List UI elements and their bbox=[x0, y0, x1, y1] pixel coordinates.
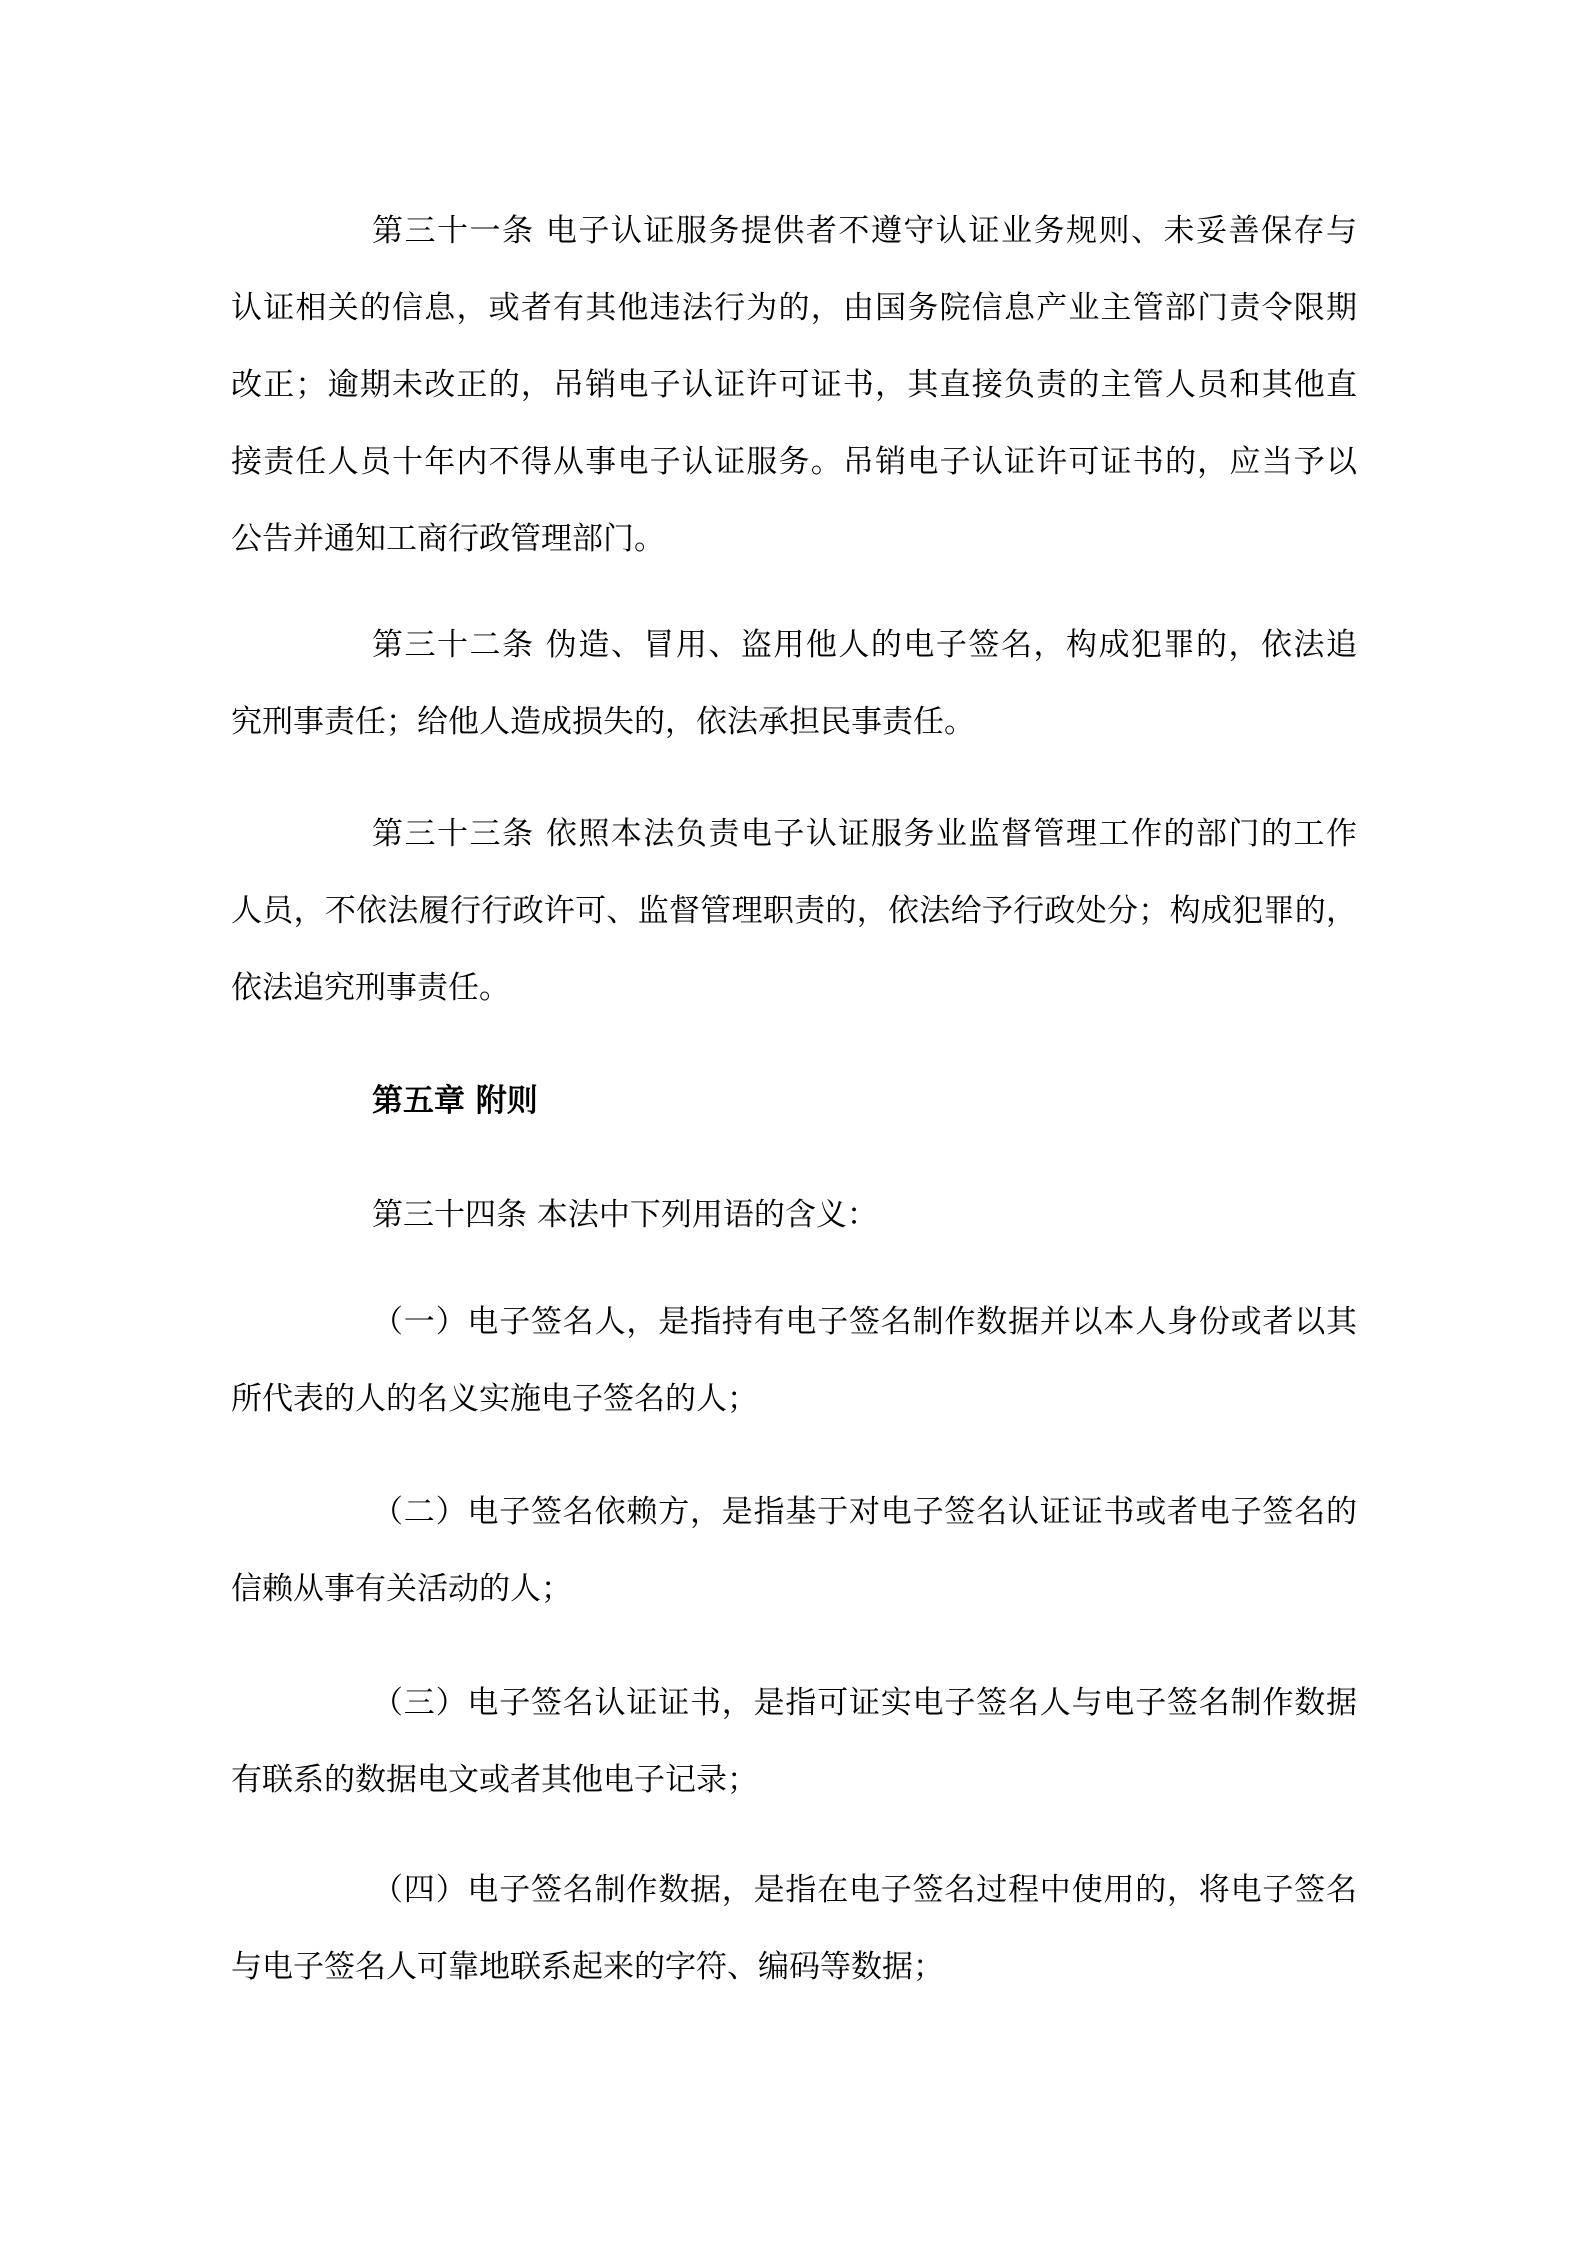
text-line: （二）电子签名依赖方，是指基于对电子签名认证证书或者电子签名的 bbox=[372, 1494, 1357, 1530]
text-line: 改正；逾期未改正的，吊销电子认证许可证书，其直接负责的主管人员和其他直 bbox=[231, 367, 1357, 403]
text-line: （三）电子签名认证证书，是指可证实电子签名人与电子签名制作数据 bbox=[372, 1685, 1357, 1721]
text-line: 接责任人员十年内不得从事电子认证服务。吊销电子认证许可证书的，应当予以 bbox=[231, 444, 1357, 480]
text-line: 人员，不依法履行行政许可、监督管理职责的，依法给予行政处分；构成犯罪的， bbox=[231, 893, 1357, 929]
text-line: 究刑事责任；给他人造成损失的，依法承担民事责任。 bbox=[231, 704, 975, 740]
paragraph-article-32 bbox=[231, 607, 1357, 761]
text-line: 第三十二条 伪造、冒用、盗用他人的电子签名，构成犯罪的，依法追 bbox=[372, 627, 1357, 663]
text-line: 认证相关的信息，或者有其他违法行为的，由国务院信息产业主管部门责令限期 bbox=[231, 290, 1357, 326]
text-line: 依法追究刑事责任。 bbox=[231, 970, 510, 1006]
text-line: 第五章 附则 bbox=[372, 1083, 538, 1119]
text-line: 信赖从事有关活动的人； bbox=[231, 1571, 572, 1607]
paragraph-definition-1 bbox=[231, 1284, 1357, 1438]
paragraph-article-34 bbox=[231, 1177, 1357, 1254]
text-line: 有联系的数据电文或者其他电子记录； bbox=[231, 1762, 758, 1798]
text-line: 所代表的人的名义实施电子签名的人； bbox=[231, 1381, 758, 1417]
paragraph-article-31 bbox=[231, 193, 1357, 578]
paragraph-definition-3 bbox=[231, 1665, 1357, 1819]
text-line: （四）电子签名制作数据，是指在电子签名过程中使用的，将电子签名 bbox=[372, 1872, 1357, 1908]
paragraph-definition-4 bbox=[231, 1852, 1357, 2006]
paragraph-definition-2 bbox=[231, 1474, 1357, 1628]
text-line: 第三十三条 依照本法负责电子认证服务业监督管理工作的部门的工作 bbox=[372, 816, 1357, 852]
text-line: 与电子签名人可靠地联系起来的字符、编码等数据； bbox=[231, 1949, 944, 1985]
paragraph-article-33 bbox=[231, 796, 1357, 1027]
text-line: （一）电子签名人，是指持有电子签名制作数据并以本人身份或者以其 bbox=[372, 1304, 1357, 1340]
chapter-heading bbox=[231, 1063, 1357, 1140]
text-line: 第三十一条 电子认证服务提供者不遵守认证业务规则、未妥善保存与 bbox=[372, 213, 1357, 249]
text-line: 公告并通知工商行政管理部门。 bbox=[231, 521, 665, 557]
text-line: 第三十四条 本法中下列用语的含义： bbox=[372, 1197, 878, 1233]
